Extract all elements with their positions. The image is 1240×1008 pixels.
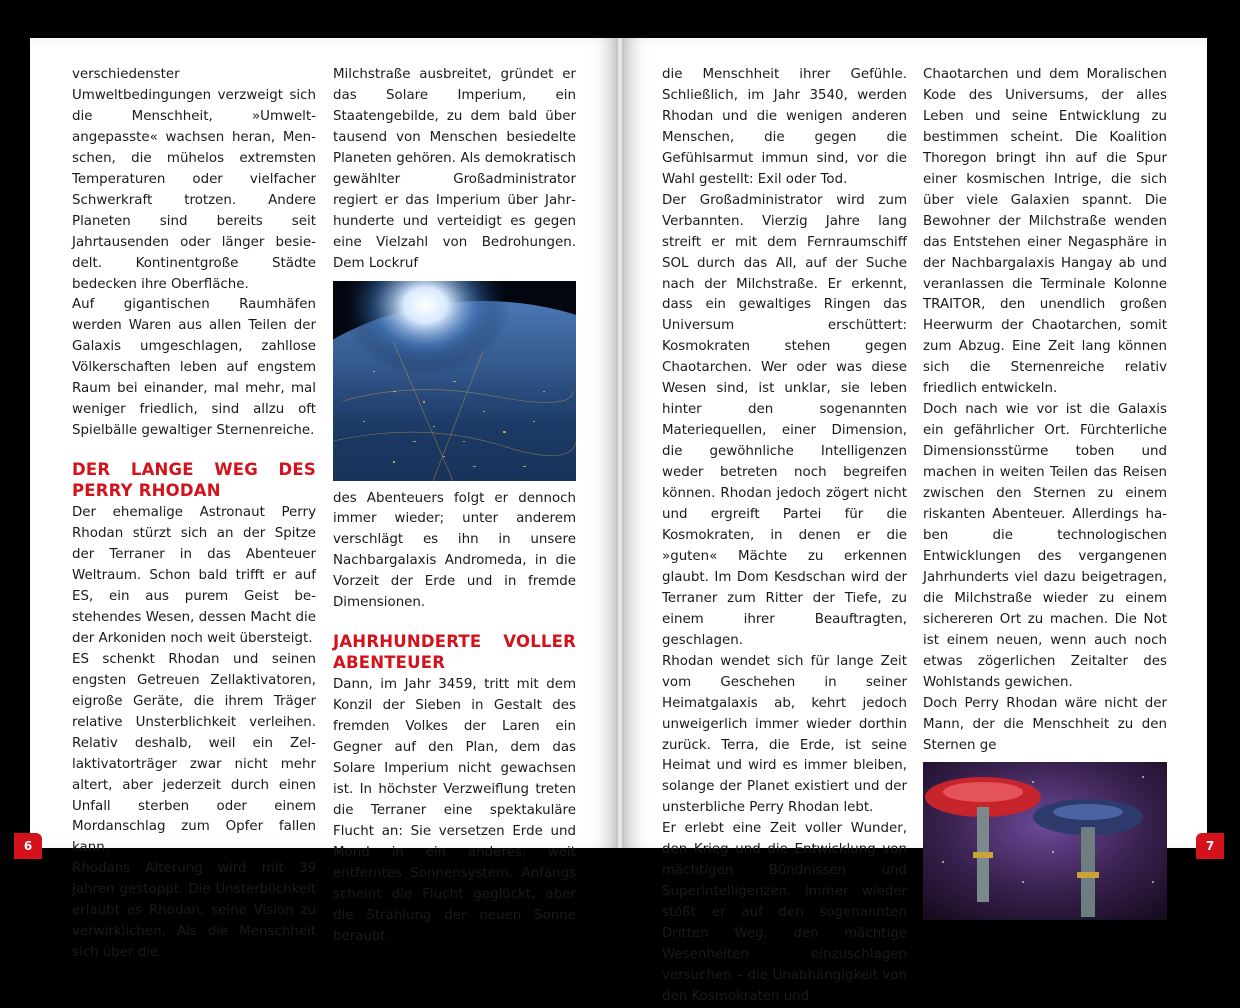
paragraph: Er erlebt eine Zeit voller Wunder, den Krieg und die Entwicklung von mächtigen Bündnissen und Superintelligenzen. Immer wieder stößt er auf den sogenannten Dritten Weg, den mächtige Wesenheiten einzuschlagen versuchen – die Unabhängigkeit von den Kosmokraten und: [662, 821, 907, 1004]
paragraph: des Abenteuers folgt er dennoch immer wieder; unter anderem verschlägt es ihn in unsere Nachbargalaxis Andromeda, in die Vorzeit der Erde und in fremde Dimensionen.: [333, 490, 576, 611]
paragraph: Auf gigantischen Raumhäfen werden Waren aus allen Teilen der Galaxis umgeschlagen, zahllose Völkerschaften leben auf engstem Raum bei einander, mal mehr, mal weniger friedlich, sind allzu oft Spielbälle gewaltiger Sternenreiche.: [72, 297, 316, 439]
paragraph: Chaotarchen und dem Moralischen Kode des Universums, der alles Leben und seine Entwicklung zu bestimmen scheint. Die Koalition Thoregon bringt ihn auf die Spur einer kosmischen Intrige, die sich über viele Galaxien spannt. Die Bewohner der Milchstraße wenden das Entstehen einer Negasphäre in der Nachbargalaxis Hangay ab und veranlassen die Terminale Kolonne TRAITOR, den unendlich großen Heerwurm der Chaotarchen, somit zum Abzug. Eine Zeit lang können sich die Sternenreiche relativ friedlich entwickeln.: [923, 67, 1167, 397]
right-column-1: [662, 65, 907, 1008]
city-planet-illustration: [333, 281, 576, 481]
alien-ships-image: [923, 762, 1167, 920]
paragraph: ES schenkt Rhodan und seinen engsten Getreuen Zellaktivatoren, eigroße Geräte, die ihrem Träger relative Unsterblichkeit verleihen. Relativ deshalb, weil ein Zellaktivatorträger zwar nicht mehr altert, aber jederzeit durch einen Unfall sterben oder einem Mordanschlag zum Opfer fallen kann.: [72, 651, 316, 856]
paragraph: Doch Perry Rhodan wäre nicht der Mann, der die Menschheit zu den Sternen ge: [923, 695, 1167, 753]
paragraph: die Menschheit ihrer Gefühle. Schließlich, im Jahr 3540, werden Rhodan und die wenigen anderen Menschen, die gegen die Gefühlsarmut immun sind, vor die Wahl gestellt: Exil oder Tod.: [662, 67, 907, 187]
left-column-1: [72, 65, 316, 964]
page-number-right: 7: [1196, 833, 1224, 859]
alien-spaceships-illustration: [923, 762, 1167, 920]
paragraph: Doch nach wie vor ist die Galaxis ein gefährlicher Ort. Fürchterliche Dimensionsstürme toben und machen in weiten Teilen das Reisen zwischen den Sternen zu einem riskanten Abenteuer. Allerdings haben die technologischen Entwicklungen des vergangenen Jahrhunderts viel dazu beigetragen, die Milchstraße wieder zu einem sichereren Ort zu machen. Die Not ist einem neuen, wenn auch noch etwas zögerlichen Zeitalter des Wohlstands gewichen.: [923, 402, 1167, 690]
section-heading: DER LANGE WEG DES PERRY RHODAN: [72, 460, 316, 500]
paragraph: Der ehemalige Astronaut Perry Rhodan stürzt sich an der Spitze der Terraner in das Abenteuer Weltraum. Schon bald trifft er auf ES, ein aus purem Geist bestehendes Wesen, dessen Macht die der Arkoniden noch weit übersteigt.: [72, 505, 316, 646]
paragraph: verschiedenster Umweltbedingungen verzweigt sich die Menschheit, »Umweltangepasste« wachsen heran, Menschen, die mühelos extremsten Temperaturen oder vielfacher Schwerkraft trotzen. Andere Planeten sind bereits seit Jahrtausenden oder länger besiedelt. Kontinentgroße Städte bedecken ihre Oberfläche.: [72, 67, 316, 292]
left-column-2: [333, 65, 576, 948]
paragraph: Dann, im Jahr 3459, tritt mit dem Konzil der Sieben in Gestalt des fremden Volkes der Laren ein Gegner auf den Plan, dem das Solare Imperium nicht gewachsen ist. In höchster Verzweiflung treten die Terraner eine spektakuläre Flucht an: Sie versetzen Erde und Mond in ein anderes, weit entferntes Sonnensystem. Anfangs scheint die Flucht geglückt, aber die Strahlung der neuen Sonne beraubt: [333, 677, 576, 944]
right-column-2: [923, 65, 1167, 920]
paragraph: Rhodans Alterung wird mit 39 Jahren gestoppt. Die Unsterblichkeit erlaubt es Rhodan, seine Vision zu verwirklichen. Als die Menschheit sich über die: [72, 861, 316, 961]
paragraph: Der Großadministrator wird zum Verbannten. Vierzig Jahre lang streift er mit dem Fernraumschiff SOL durch das All, auf der Suche nach der Milchstraße. Er erkennt, dass ein gewaltiges Ringen das Universum erschüttert: Kosmokraten stehen gegen Chaotarchen. Wer oder was diese Wesen sind, ist unklar, sie leben hinter den sogenannten Materiequellen, einer Dimension, die gewöhnliche Intelligenzen weder betreten noch begreifen können. Rhodan jedoch zögert nicht und ergreift Partei für die Kosmokraten, in denen er die »guten« Mächte zu erkennen glaubt. Im Dom Kesdschan wird der Terraner zum Ritter der Tiefe, zu einem ihrer Beauftragten, geschlagen.: [662, 192, 907, 648]
paragraph: Rhodan wendet sich für lange Zeit vom Geschehen in seiner Heimatgalaxis ab, kehrt jedoch unweigerlich immer wieder dorthin zurück. Terra, die Erde, ist seine Heimat und wird es immer bleiben, solange der Planet existiert und der unsterbliche Perry Rhodan lebt.: [662, 653, 907, 816]
page-number-left: 6: [14, 833, 42, 859]
paragraph: Milchstraße ausbreitet, gründet er das Solare Imperium, ein Staatengebilde, zu dem bald über tausend von Menschen besiedelte Planeten gehören. Als demokratisch gewählter Großadministrator regiert er das Imperium über Jahrhunderte und verteidigt es gegen eine Vielzahl von Bedrohungen. Dem Lockruf: [333, 67, 576, 271]
book-gutter: [616, 38, 624, 848]
city-planet-image: [333, 281, 576, 481]
section-heading: JAHRHUNDERTE VOLLER ABENTEUER: [333, 632, 576, 672]
